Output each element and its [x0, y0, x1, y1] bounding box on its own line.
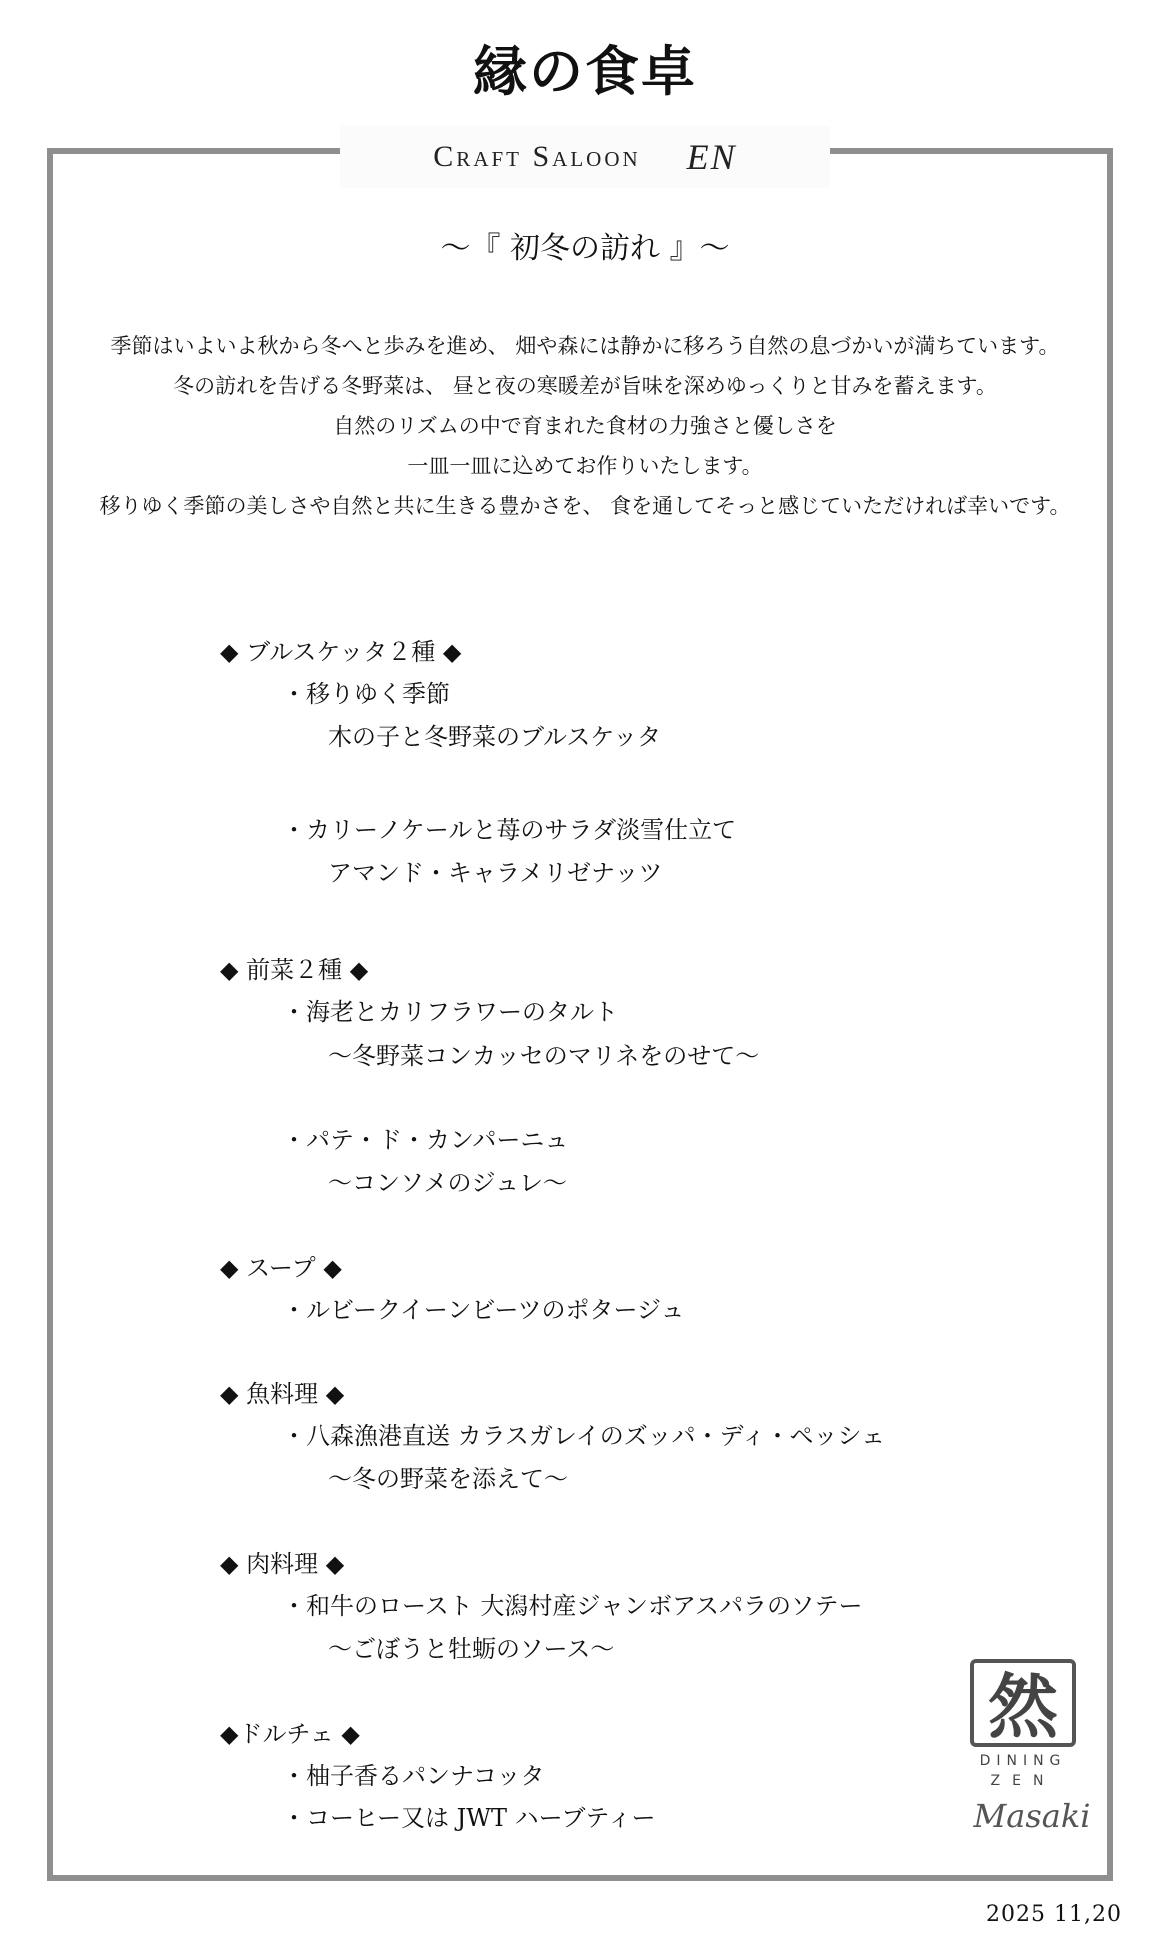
dish-subtitle: ～コンソメのジュレ～ [328, 1169, 568, 1197]
venue-mark: EN [686, 137, 737, 177]
page-title: 縁の食卓 [473, 39, 697, 103]
dish-name: ・ルビークイーンビーツのポタージュ [282, 1296, 685, 1324]
dish-name: ・カリーノケールと苺のサラダ淡雪仕立て [282, 816, 737, 844]
dish-subtitle: ～ごぼうと牡蛎のソース～ [328, 1635, 615, 1663]
logo-line1: DINING [979, 1753, 1067, 1769]
course-title: ◆ ブルスケッタ２種 ◆ [220, 638, 462, 666]
menu-date: 2025 11,20 [986, 1902, 1122, 1927]
course-title: ◆ スープ ◆ [220, 1254, 342, 1282]
course-title: ◆ 肉料理 ◆ [220, 1550, 345, 1578]
dish-name: ・和牛のロースト 大潟村産ジャンボアスパラのソテー [282, 1592, 863, 1620]
venue-banner [340, 126, 830, 188]
logo-mark: 然 [988, 1665, 1058, 1748]
course-title: ◆ 魚料理 ◆ [220, 1380, 345, 1408]
intro-line: 一皿一皿に込めてお作りいたします。 [407, 454, 763, 478]
intro-line: 自然のリズムの中で育まれた食材の力強さと優しさを [333, 414, 837, 438]
logo-signature: Masaki [973, 1797, 1091, 1835]
dish-subtitle: 木の子と冬野菜のブルスケッタ [328, 723, 662, 751]
intro-line: 冬の訪れを告げる冬野菜は、 昼と夜の寒暖差が旨味を深めゆっくりと甘みを蓄えます。 [173, 374, 997, 398]
menu-theme: ～『 初冬の訪れ 』～ [440, 231, 730, 266]
dish-subtitle: ～冬野菜コンカッセのマリネをのせて～ [328, 1042, 760, 1070]
logo-line2: ZEN [990, 1773, 1056, 1789]
dining-zen-logo [950, 1655, 1120, 1845]
dish-name: ・移りゆく季節 [282, 680, 450, 708]
dish-subtitle: アマンド・キャラメリゼナッツ [328, 859, 663, 887]
course-title: ◆ドルチェ ◆ [220, 1720, 360, 1748]
course-title: ◆ 前菜２種 ◆ [220, 956, 369, 984]
dish-subtitle: ～冬の野菜を添えて～ [328, 1465, 568, 1493]
intro-text [60, 326, 1110, 526]
dish-name: ・海老とカリフラワーのタルト [282, 998, 618, 1026]
dish-name: ・コーヒー又は JWT ハーブティー [282, 1804, 656, 1832]
dish-name: ・パテ・ド・カンパーニュ [282, 1126, 569, 1154]
dish-name: ・柚子香るパンナコッタ [282, 1762, 545, 1790]
intro-line: 移りゆく季節の美しさや自然と共に生きる豊かさを、 食を通してそっと感じていただければ幸いです。 [99, 494, 1071, 518]
venue-name: Craft Saloon [433, 140, 641, 173]
intro-line: 季節はいよいよ秋から冬へと歩みを進め、 畑や森には静かに移ろう自然の息づかいが満ちています。 [110, 334, 1060, 358]
dish-name: ・八森漁港直送 カラスガレイのズッパ・ディ・ペッシェ [282, 1422, 886, 1450]
